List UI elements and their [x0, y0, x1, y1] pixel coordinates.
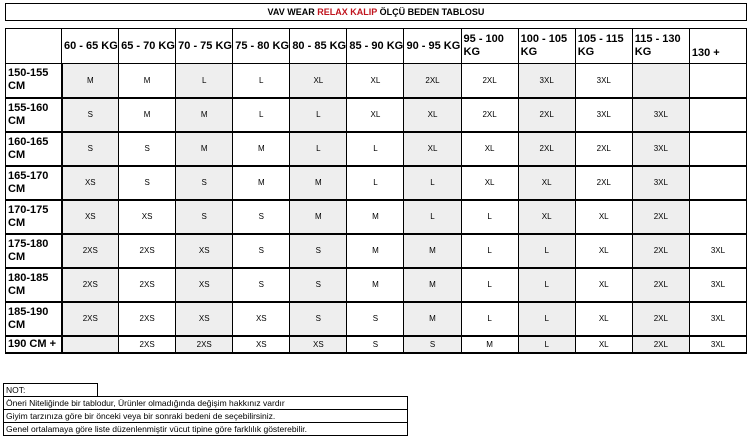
size-cell: 2XS [119, 234, 176, 268]
table-row [6, 132, 747, 166]
size-cell: 3XL [575, 98, 632, 132]
table-row [6, 302, 747, 336]
size-cell: M [119, 64, 176, 98]
table-row [6, 166, 747, 200]
size-cell: M [290, 200, 347, 234]
size-cell: M [62, 64, 119, 98]
size-cell: S [119, 166, 176, 200]
weight-column-header: 105 - 115 KG [575, 29, 632, 64]
size-cell [689, 132, 746, 166]
size-cell: XS [290, 336, 347, 353]
size-cell: 2XS [119, 336, 176, 353]
height-row-header: 185-190 CM [6, 302, 62, 336]
size-cell: 3XL [632, 98, 689, 132]
height-row-header: 180-185 CM [6, 268, 62, 302]
size-cell: M [176, 98, 233, 132]
size-cell: 2XL [404, 64, 461, 98]
title-suffix: ÖLÇÜ BEDEN TABLOSU [379, 7, 485, 17]
size-cell: XL [347, 64, 404, 98]
size-cell: 2XL [575, 132, 632, 166]
size-cell: L [290, 132, 347, 166]
table-row [6, 336, 747, 353]
height-row-header: 155-160 CM [6, 98, 62, 132]
size-cell: XL [404, 98, 461, 132]
size-cell: L [518, 302, 575, 336]
size-cell: XL [461, 132, 518, 166]
weight-column-header: 130 + [689, 29, 746, 64]
size-cell: 3XL [632, 132, 689, 166]
size-cell: 2XS [62, 234, 119, 268]
notes-box [3, 384, 408, 436]
table-body [6, 64, 747, 353]
size-cell: M [347, 200, 404, 234]
notes-header: NOT: [3, 383, 98, 397]
height-row-header: 160-165 CM [6, 132, 62, 166]
size-cell: M [233, 166, 290, 200]
size-cell: 2XL [461, 98, 518, 132]
size-cell: M [119, 98, 176, 132]
size-cell: XL [518, 166, 575, 200]
size-cell: XS [119, 200, 176, 234]
size-cell [689, 64, 746, 98]
size-cell: 3XL [632, 166, 689, 200]
size-cell: XS [233, 336, 290, 353]
size-cell: S [176, 166, 233, 200]
size-cell: L [461, 200, 518, 234]
size-cell: 2XS [62, 302, 119, 336]
size-cell: XL [575, 302, 632, 336]
size-cell: XL [518, 200, 575, 234]
size-cell: L [461, 302, 518, 336]
table-row [6, 64, 747, 98]
size-cell [689, 200, 746, 234]
size-cell: L [233, 98, 290, 132]
size-cell: M [176, 132, 233, 166]
size-cell: M [290, 166, 347, 200]
size-cell: 2XS [176, 336, 233, 353]
size-cell: S [290, 234, 347, 268]
table-row [6, 268, 747, 302]
table-row [6, 98, 747, 132]
height-row-header: 190 CM + [6, 336, 62, 353]
size-cell: 2XL [632, 302, 689, 336]
size-cell: M [233, 132, 290, 166]
size-cell: XS [176, 234, 233, 268]
weight-column-header: 60 - 65 KG [62, 29, 119, 64]
chart-title [5, 3, 747, 21]
size-cell: 2XL [632, 200, 689, 234]
title-accent: RELAX KALIP [317, 7, 378, 17]
size-cell: XL [461, 166, 518, 200]
size-cell: S [119, 132, 176, 166]
size-cell: S [290, 302, 347, 336]
size-cell: S [233, 200, 290, 234]
size-cell: S [347, 336, 404, 353]
size-cell: XL [347, 98, 404, 132]
height-row-header: 150-155 CM [6, 64, 62, 98]
table-row [6, 234, 747, 268]
weight-column-header: 85 - 90 KG [347, 29, 404, 64]
size-cell: XS [62, 200, 119, 234]
size-cell: 2XS [119, 302, 176, 336]
size-cell: 3XL [689, 268, 746, 302]
size-cell: 2XL [632, 234, 689, 268]
size-cell: M [461, 336, 518, 353]
size-cell: 2XS [62, 268, 119, 302]
size-cell: L [290, 98, 347, 132]
weight-column-header: 80 - 85 KG [290, 29, 347, 64]
size-cell: L [461, 234, 518, 268]
weight-column-header: 100 - 105 KG [518, 29, 575, 64]
weight-column-header: 115 - 130 KG [632, 29, 689, 64]
height-row-header: 170-175 CM [6, 200, 62, 234]
size-cell: L [461, 268, 518, 302]
size-cell: 3XL [689, 302, 746, 336]
size-cell: XL [575, 234, 632, 268]
size-cell: XS [176, 302, 233, 336]
size-cell: M [347, 268, 404, 302]
size-cell: L [404, 166, 461, 200]
size-cell: 2XL [632, 336, 689, 353]
size-cell: L [404, 200, 461, 234]
size-cell: L [347, 132, 404, 166]
size-cell: S [176, 200, 233, 234]
size-cell: XS [62, 166, 119, 200]
note-line-1: Öneri Niteliğinde bir tablodur, Ürünler olmadığında değişim hakkınız vardır [3, 396, 408, 410]
size-cell: 3XL [575, 64, 632, 98]
size-cell: S [62, 98, 119, 132]
size-cell: 2XL [461, 64, 518, 98]
weight-column-header: 90 - 95 KG [404, 29, 461, 64]
size-cell: L [518, 268, 575, 302]
weight-column-header: 75 - 80 KG [233, 29, 290, 64]
size-cell: L [518, 336, 575, 353]
weight-column-header: 95 - 100 KG [461, 29, 518, 64]
size-cell: S [290, 268, 347, 302]
size-cell: L [233, 64, 290, 98]
size-cell: XL [575, 268, 632, 302]
size-cell [62, 336, 119, 353]
note-line-2: Giyim tarzınıza göre bir önceki veya bir sonraki bedeni de seçebilirsiniz. [3, 409, 408, 423]
size-cell: 2XL [575, 166, 632, 200]
size-cell: S [233, 234, 290, 268]
size-cell: M [404, 268, 461, 302]
size-cell: 3XL [689, 234, 746, 268]
size-cell [689, 98, 746, 132]
size-cell: L [347, 166, 404, 200]
height-row-header: 175-180 CM [6, 234, 62, 268]
corner-cell [6, 29, 62, 64]
size-cell: 3XL [518, 64, 575, 98]
header-row [6, 29, 747, 64]
size-cell: L [176, 64, 233, 98]
weight-column-header: 65 - 70 KG [119, 29, 176, 64]
size-cell: XL [575, 336, 632, 353]
size-cell: M [404, 302, 461, 336]
note-line-3: Genel ortalamaya göre liste düzenlenmiştir vücut tipine göre farklılık gösterebilir. [3, 422, 408, 436]
size-cell: XL [575, 200, 632, 234]
size-cell: S [404, 336, 461, 353]
size-cell: XS [233, 302, 290, 336]
size-cell: S [347, 302, 404, 336]
table-row [6, 200, 747, 234]
size-cell: XL [404, 132, 461, 166]
size-cell [632, 64, 689, 98]
size-cell: M [347, 234, 404, 268]
size-cell: XS [176, 268, 233, 302]
size-cell: S [233, 268, 290, 302]
size-table [5, 28, 747, 354]
weight-column-header: 70 - 75 KG [176, 29, 233, 64]
size-cell: M [404, 234, 461, 268]
size-cell: 3XL [689, 336, 746, 353]
size-cell: S [62, 132, 119, 166]
size-cell: 2XS [119, 268, 176, 302]
height-row-header: 165-170 CM [6, 166, 62, 200]
size-cell: 2XL [518, 132, 575, 166]
size-cell: 2XL [518, 98, 575, 132]
size-cell: XL [290, 64, 347, 98]
title-prefix: VAV WEAR [267, 7, 315, 17]
size-cell: L [518, 234, 575, 268]
size-cell [689, 166, 746, 200]
size-cell: 2XL [632, 268, 689, 302]
